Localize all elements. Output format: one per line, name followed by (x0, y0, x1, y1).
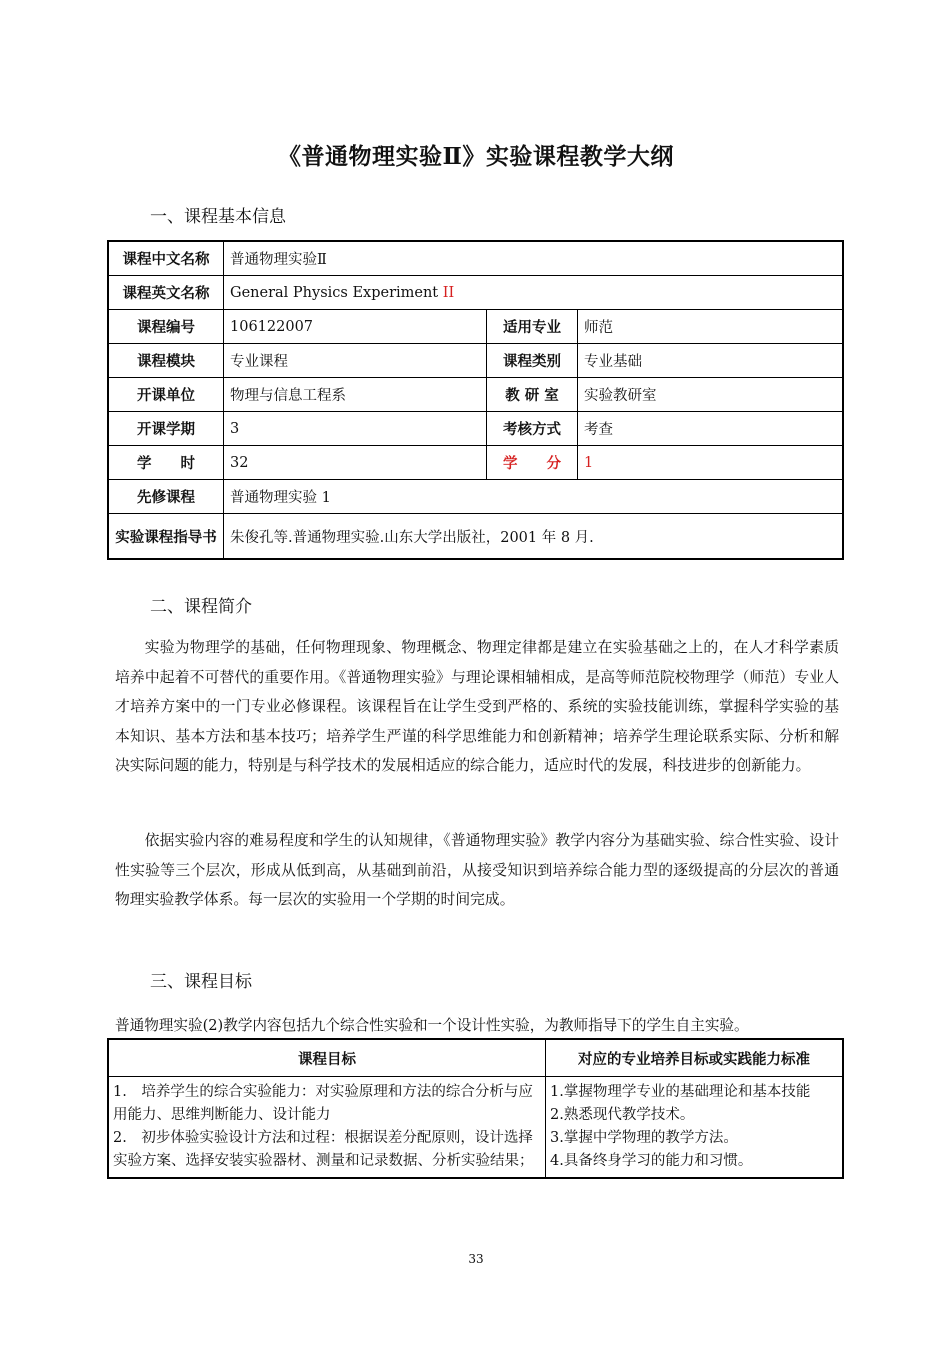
en-name-label: 课程英文名称 (108, 276, 224, 310)
section-heading-goals: 三、课程目标 (150, 972, 252, 992)
assess-label: 考核方式 (487, 412, 578, 446)
module-value: 专业课程 (224, 344, 487, 378)
standards-col-header: 对应的专业培养目标或实践能力标准 (546, 1039, 844, 1077)
unit-value: 物理与信息工程系 (224, 378, 487, 412)
goals-cell (108, 1077, 546, 1179)
credit-label: 学 分 (487, 446, 578, 480)
hours-value: 32 (224, 446, 487, 480)
office-value: 实验教研室 (578, 378, 844, 412)
table-row (108, 378, 843, 412)
table-row (108, 1077, 843, 1179)
goals-table (107, 1038, 844, 1179)
term-label: 开课学期 (108, 412, 224, 446)
table-row (108, 344, 843, 378)
prereq-label: 先修课程 (108, 480, 224, 514)
term-value: 3 (224, 412, 487, 446)
course-info-table (107, 240, 844, 560)
section-heading-intro: 二、课程简介 (150, 597, 252, 617)
en-name-cell (224, 276, 844, 310)
document-title: 《普通物理实验Ⅱ》实验课程教学大纲 (278, 143, 674, 170)
unit-label: 开课单位 (108, 378, 224, 412)
en-name-value: General Physics Experiment (230, 284, 439, 301)
standard-item: 3.掌握中学物理的教学方法。 (550, 1130, 738, 1146)
goal-item: 2. 初步体验实验设计方法和过程：根据误差分配原则，设计选择实验方案、选择安装实验器材、测量和记录数据、分析实验结果； (113, 1130, 534, 1169)
office-label: 教 研 室 (487, 378, 578, 412)
module-label: 课程模块 (108, 344, 224, 378)
standard-item: 4.具备终身学习的能力和习惯。 (550, 1153, 753, 1169)
prereq-value: 普通物理实验 1 (224, 480, 844, 514)
hours-label: 学 时 (108, 446, 224, 480)
section-heading-basic-info: 一、课程基本信息 (150, 207, 286, 227)
goal-item: 1. 培养学生的综合实验能力：对实验原理和方法的综合分析与应用能力、思维判断能力、设计能力 (113, 1084, 533, 1123)
standard-item: 2.熟悉现代教学技术。 (550, 1107, 695, 1123)
guide-value: 朱俊孔等.普通物理实验.山东大学出版社，2001 年 8 月. (224, 514, 844, 560)
intro-paragraph-2: 依据实验内容的难易程度和学生的认知规律，《普通物理实验》教学内容分为基础实验、综合性实验、设计性实验等三个层次，形成从低到高，从基础到前沿，从接受知识到培养综合能力型的逐级提高的分层次的普通物理实验教学体系。每一层次的实验用一个学期的时间完成。 (115, 832, 839, 908)
goals-col-header: 课程目标 (108, 1039, 546, 1077)
code-value: 106122007 (224, 310, 487, 344)
goals-lead-text: 普通物理实验(2)教学内容包括九个综合性实验和一个设计性实验，为教师指导下的学生自主实验。 (115, 1017, 749, 1034)
guide-label: 实验课程指导书 (108, 514, 224, 560)
category-value: 专业基础 (578, 344, 844, 378)
table-row (108, 310, 843, 344)
table-row (108, 241, 843, 276)
table-row (108, 412, 843, 446)
table-header-row (108, 1039, 843, 1077)
cn-name-label: 课程中文名称 (108, 241, 224, 276)
cn-name-value: 普通物理实验Ⅱ (224, 241, 844, 276)
page-number: 33 (468, 1252, 484, 1266)
assess-value: 考查 (578, 412, 844, 446)
major-label: 适用专业 (487, 310, 578, 344)
en-name-suffix: II (442, 284, 455, 301)
credit-value: 1 (578, 446, 844, 480)
table-row (108, 446, 843, 480)
major-value: 师范 (578, 310, 844, 344)
table-row (108, 276, 843, 310)
standards-cell (546, 1077, 844, 1179)
category-label: 课程类别 (487, 344, 578, 378)
standard-item: 1.掌握物理学专业的基础理论和基本技能 (550, 1084, 811, 1100)
code-label: 课程编号 (108, 310, 224, 344)
intro-paragraph-1: 实验为物理学的基础，任何物理现象、物理概念、物理定律都是建立在实验基础之上的，在人才科学素质培养中起着不可替代的重要作用。《普通物理实验》与理论课相辅相成，是高等师范院校物理学（师范）专业人才培养方案中的一门专业必修课程。该课程旨在让学生受到严格的、系统的实验技能训练，掌握科学实验的基本知识、基本方法和基本技巧；培养学生严谨的科学思维能力和创新精神；培养学生理论联系实际、分析和解决实际问题的能力，特别是与科学技术的发展相适应的综合能力，适应时代的发展，科技进步的创新能力。 (115, 639, 839, 774)
table-row (108, 514, 843, 560)
table-row (108, 480, 843, 514)
